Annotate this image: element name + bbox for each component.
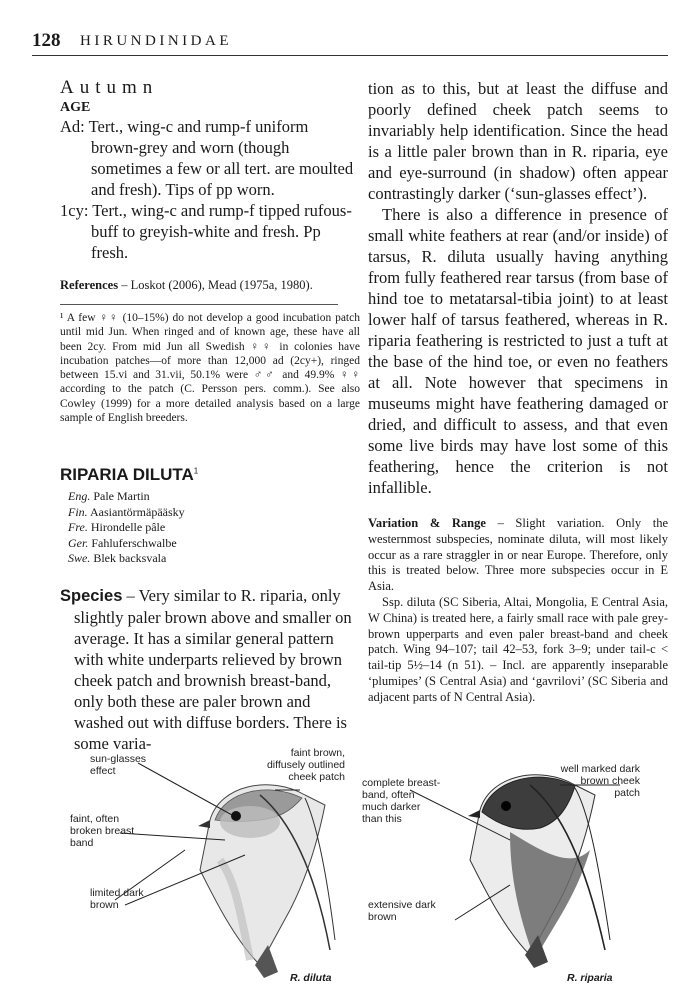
age-text: Tert., wing-c and rump-f tipped rufous-buff to greyish-white and fresh. Pp fresh. (91, 201, 352, 262)
subspecies-text: Ssp. diluta (SC Siberia, Altai, Mongolia, E Central Asia, W China) is treated here, a fairly small race with pale grey-brown upperparts and even paler breast-band and cheek patch. Wing 94–107; tail 42–53, fork 3–9; under tail-c < tail-tip 5½–14 (n 51). – Incl. are apparently inseparable ‘plumipes’ (S Central Asia) and ‘gavrilovi’ (SC Siberia and adjacent parts of N Central Asia). (368, 594, 668, 704)
body-paragraph: There is also a difference in presence of small white feathers at rear (and/or inside) of tarsus, R. diluta usually having anything from fully feathered rear tarsus (from base of hind toe to metatarsal-tibia joint) to at least lower half of tarsus feathered, whereas in R. riparia feathering is restricted to just a tuft at the base of the hind toe, or even no feathers at all. Note however that specimens in museums might have feathering damaged or dried, and difficult to assess, and that even some live birds may have lost some of this feathering, hence the criterion is not infallible. (368, 205, 668, 497)
vernacular-name: Fre. Hirondelle pâle (68, 520, 166, 535)
age-label: AGE (60, 100, 91, 115)
age-entry-adult (60, 116, 360, 200)
vernacular-name: Swe. Blek backsvala (68, 551, 167, 566)
vernacular-names (60, 489, 360, 567)
species-text: – Very similar to R. riparia, only slightly paler brown above and smaller on average. It has a similar general pattern with white underparts relieved by brown cheek patch and brownish breast-band, only both these are paler brown and washed out with diffuse borders. There is some varia- (74, 585, 352, 753)
comparison-figure (60, 745, 670, 990)
body-paragraph: tion as to this, but at least the diffuse and poorly defined cheek patch seems to invariably help identification. Since the head is a little paler brown than in R. riparia, eye and eye-surround (in shadow) often appear contrastingly darker (‘sun-glasses effect’). (368, 79, 668, 203)
species-label: Species (60, 586, 123, 605)
label-faint-breast: faint, often broken breast band (70, 813, 135, 849)
vernacular-name: Fin. Aasiantörmäpääsky (68, 504, 185, 519)
species-title: RIPARIA DILUTA$^1$ (60, 465, 199, 485)
vernacular-name: Ger. Fahluferschwalbe (68, 535, 177, 550)
variation-range (368, 516, 668, 706)
age-term: Ad: (60, 117, 85, 136)
label-extensive-dark: extensive dark brown (368, 899, 436, 923)
age-term: 1cy: (60, 201, 89, 220)
age-entry-1cy (60, 200, 360, 263)
species-label-diluta: R. diluta (290, 972, 332, 984)
right-column (368, 78, 668, 706)
label-limited-dark: limited dark brown (90, 887, 144, 911)
variation-label: Variation & Range (368, 516, 486, 530)
footnote-rule (60, 304, 338, 305)
references-text: – Loskot (2006), Mead (1975a, 1980). (121, 278, 313, 292)
footnote: ¹ A few ♀♀ (10–15%) do not develop a good incubation patch until mid Jun. When ringed and of known age, these have all been 2cy. From mid Jun all Swedish ♀♀ in colonies have incubation patches—of more than 12,000 ad (2cy+), ringed between 15.vi and 31.vii, 50.1% were ♂♂ and 49.9% ♀♀ according to the patch (C. Persson pers. comm.). See also Cowley (1999) for a more detailed analysis based on a large sample of English breeders. (60, 312, 360, 425)
variation-text: – Slight variation. Only the westernmost subspecies, nominate diluta, will most likely occur as a rare straggler in or near Europe. Therefore, only this is treated below. Three more subspecies occur in E Asia. (368, 516, 668, 594)
species-title-footnote-mark: 1 (193, 466, 199, 476)
running-header (32, 30, 668, 52)
label-complete-breast-band: complete breast-band, often much darker than this (362, 777, 441, 825)
family-name: HIRUNDINIDAE (80, 33, 232, 49)
label-faint-cheek: faint brown, diffusely outlined cheek patch (266, 747, 345, 783)
species-label-riparia: R. riparia (567, 972, 613, 984)
references-label: References (60, 278, 119, 292)
header-rule (32, 55, 668, 56)
label-sun-glasses: sun-glasses effect (90, 753, 147, 777)
label-well-marked-cheek: well marked dark brown cheek patch (560, 763, 640, 799)
left-column (60, 78, 360, 754)
page-number: 128 (32, 30, 61, 51)
vernacular-name: Eng. Pale Martin (68, 489, 150, 504)
species-paragraph (60, 585, 360, 754)
references (60, 277, 360, 293)
age-text: Tert., wing-c and rump-f uniform brown-grey and worn (though sometimes a few or all tert. are moulted and fresh). Tips of pp worn. (88, 117, 354, 199)
autumn-heading: Autumn (60, 77, 159, 98)
